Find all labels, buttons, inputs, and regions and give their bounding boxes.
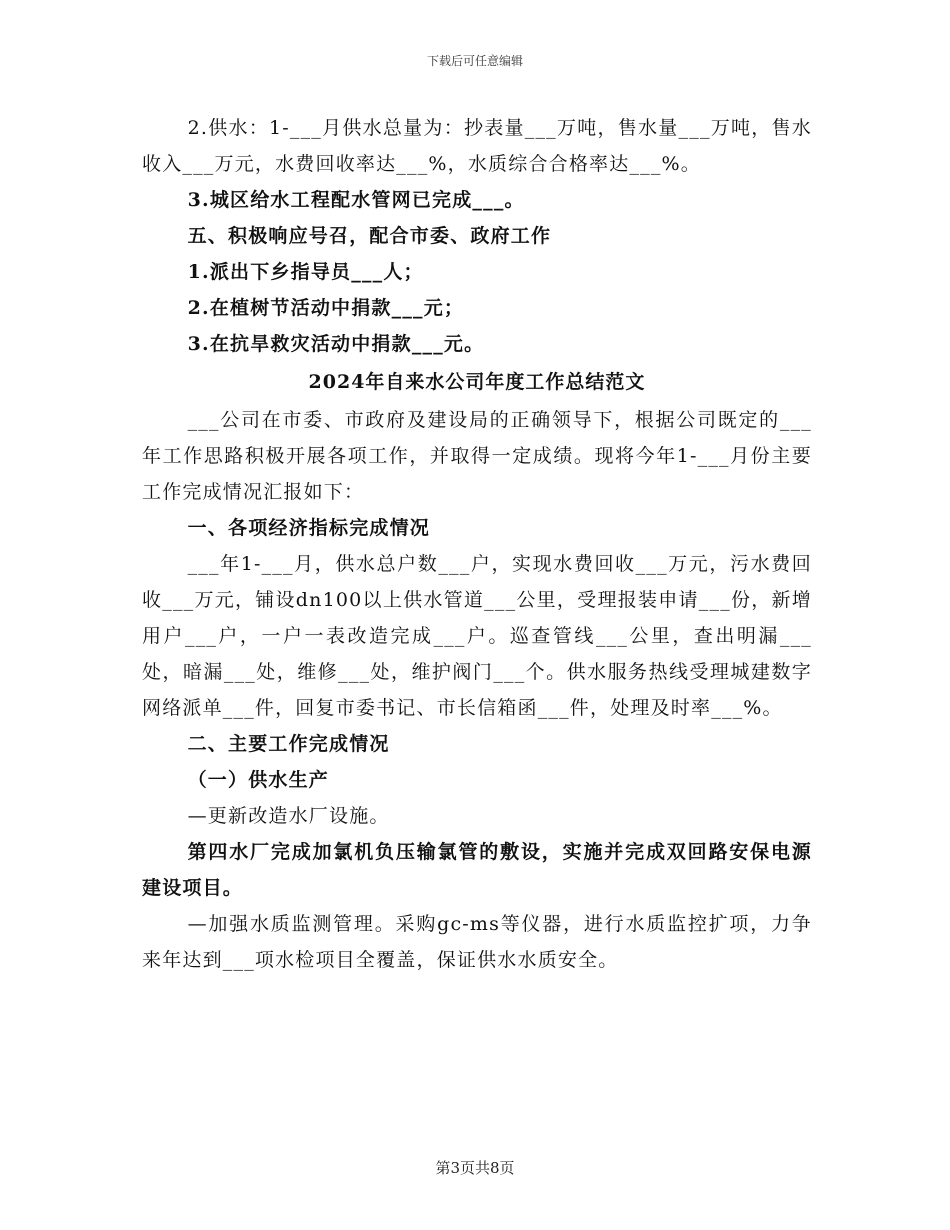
paragraph-instructors: 1.派出下乡指导员___人；: [187, 261, 424, 283]
paragraph-drought-donation: 3.在抗旱救灾活动中捐款___元。: [187, 333, 485, 355]
paragraph-fourth-plant: 第四水厂完成加氯机负压输氯管的敷设，实施并完成双回路安保电源建设项目。: [142, 841, 812, 899]
section-heading-5: 五、积极响应号召，配合市委、政府工作: [187, 225, 552, 247]
paragraph-water-supply: 2.供水：1-___月供水总量为：抄表量___万吨，售水量___万吨，售水收入___万元，水费回收率达___%，水质综合合格率达___%。: [142, 117, 812, 175]
document-title: 2024年自来水公司年度工作总结范文: [308, 371, 646, 393]
subsection-heading-1: （一）供水生产: [187, 769, 329, 791]
paragraph-intro: ___公司在市委、市政府及建设局的正确领导下，根据公司既定的___年工作思路积极开展各项工作，并取得一定成绩。现将今年1-___月份主要工作完成情况汇报如下：: [142, 409, 812, 503]
section-heading-1: 一、各项经济指标完成情况: [187, 517, 430, 539]
paragraph-pipe-network: 3.城区给水工程配水管网已完成___。: [187, 189, 525, 211]
page-footer: 第3页共8页: [435, 1159, 515, 1177]
paragraph-facility-upgrade: —更新改造水厂设施。: [187, 805, 390, 827]
paragraph-indicators: ___年1-___月，供水总户数___户，实现水费回收___万元，污水费回收___万元，铺设dn100以上供水管道___公里，受理报装申请___份，新增用户___户，一户一表改造完成___户。巡查管线___公里，查出明漏___处，暗漏___处，维修___处，维护阀门___个。供水服务热线受理城建数字网络派单___件，回复市委书记、市长信箱函___件，处理及时率___%。: [142, 553, 812, 719]
page-header: 下载后可任意编辑: [426, 54, 523, 68]
paragraph-quality-monitoring: —加强水质监测管理。采购gc-ms等仪器，进行水质监控扩项，力争来年达到___项水检项目全覆盖，保证供水水质安全。: [142, 913, 812, 971]
section-heading-2: 二、主要工作完成情况: [187, 733, 390, 755]
paragraph-tree-donation: 2.在植树节活动中捐款___元；: [187, 297, 465, 319]
document-body: [142, 110, 812, 978]
